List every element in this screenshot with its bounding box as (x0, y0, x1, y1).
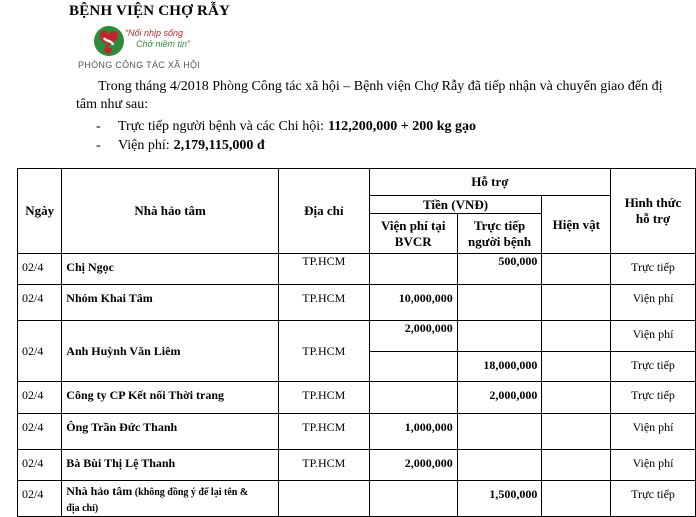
logo-slogan-line2: Chở niềm tin” (136, 39, 190, 49)
row-direct: 2,000,000 (457, 382, 542, 414)
row-form: Trực tiếp (611, 352, 696, 382)
row-address: TP.HCM (278, 254, 369, 285)
header-direct (457, 214, 542, 254)
summary-direct (96, 119, 476, 135)
row-in-kind (542, 414, 611, 450)
row-hospital-fee (369, 382, 457, 414)
row-donor: Nhóm Khai Tâm (62, 285, 279, 321)
header-cash: Tiền (VNĐ) (369, 196, 542, 214)
row-in-kind (542, 481, 611, 517)
logo-slogan-line1: “Nối nhịp sống (125, 28, 184, 38)
table-row (18, 321, 696, 352)
intro-line-1: Trong tháng 4/2018 Phòng Công tác xã hội – Bệnh viện Chợ Rẫy đã tiếp nhận và chuyển giao đến đị (98, 79, 663, 94)
heart-s-logo-icon (92, 24, 126, 58)
row-address: TP.HCM (278, 382, 369, 414)
header-form-line1: Hình thức (624, 195, 682, 210)
department-logo (78, 22, 208, 74)
row-direct (457, 450, 542, 481)
donations-table (17, 168, 696, 517)
intro-line-2: tâm như sau: (76, 97, 149, 112)
summary-hospital-fee-label: Viện phí: (118, 138, 170, 153)
header-address: Địa chỉ (278, 169, 369, 254)
row-address: TP.HCM (278, 414, 369, 450)
row-address: TP.HCM (278, 450, 369, 481)
row-donor: Bà Bùi Thị Lệ Thanh (62, 450, 279, 481)
row-date: 02/4 (18, 481, 62, 517)
row-in-kind (542, 254, 611, 285)
header-hospital-fee (369, 214, 457, 254)
row-form: Viện phí (611, 285, 696, 321)
row-direct (457, 285, 542, 321)
header-in-kind: Hiện vật (542, 196, 611, 254)
row-in-kind (542, 352, 611, 382)
row-hospital-fee (369, 352, 457, 382)
row-address: TP.HCM (278, 321, 369, 382)
header-form (611, 169, 696, 254)
row-donor-main: Nhà hảo tâm (66, 484, 133, 498)
table-row (18, 450, 696, 481)
summary-direct-value: 112,200,000 + 200 kg gạo (327, 119, 476, 134)
row-direct (457, 414, 542, 450)
row-hospital-fee: 2,000,000 (369, 321, 457, 352)
row-form: Viện phí (611, 450, 696, 481)
row-direct: 500,000 (457, 254, 542, 285)
row-hospital-fee: 10,000,000 (369, 285, 457, 321)
bullet-dash: - (96, 119, 101, 134)
table-row (18, 254, 696, 285)
header-direct-line1: Trực tiếp (473, 217, 526, 233)
row-donor: Chị Ngọc (62, 254, 279, 285)
row-date: 02/4 (18, 382, 62, 414)
logo-department-name: PHÒNG CÔNG TÁC XÃ HỘI (78, 60, 201, 70)
row-form: Trực tiếp (611, 481, 696, 517)
summary-direct-label: Trực tiếp người bệnh và các Chi hội: (118, 119, 324, 134)
header-donor: Nhà hảo tâm (62, 169, 279, 254)
row-hospital-fee: 1,000,000 (369, 414, 457, 450)
row-date: 02/4 (18, 285, 62, 321)
table-row (18, 414, 696, 450)
row-donor (62, 481, 279, 517)
header-support: Hỗ trợ (369, 169, 610, 196)
row-hospital-fee (369, 254, 457, 285)
table-row (18, 285, 696, 321)
row-address (278, 481, 369, 517)
summary-hospital-fee-value: 2,179,115,000 đ (173, 138, 265, 153)
row-form: Trực tiếp (611, 382, 696, 414)
row-date: 02/4 (18, 321, 62, 382)
row-form: Viện phí (611, 414, 696, 450)
row-donor-note-2: địa chỉ) (66, 503, 99, 514)
row-donor: Anh Huỳnh Văn Liêm (62, 321, 279, 382)
row-direct (457, 321, 542, 352)
header-date: Ngày (18, 169, 62, 254)
row-donor: Công ty CP Kết nối Thời trang (62, 382, 279, 414)
row-in-kind (542, 285, 611, 321)
row-in-kind (542, 321, 611, 352)
header-hospital-fee-line2: BVCR (394, 233, 432, 249)
row-address: TP.HCM (278, 285, 369, 321)
row-in-kind (542, 382, 611, 414)
row-form: Viện phí (611, 321, 696, 352)
bullet-dash: - (96, 138, 101, 153)
table-row (18, 481, 696, 517)
summary-hospital-fee (96, 138, 265, 154)
row-date: 02/4 (18, 450, 62, 481)
row-hospital-fee: 2,000,000 (369, 450, 457, 481)
table-row (18, 382, 696, 414)
row-date: 02/4 (18, 414, 62, 450)
header-hospital-fee-line1: Viện phí tại (380, 217, 446, 233)
header-form-line2: hỗ trợ (635, 211, 671, 226)
row-direct: 18,000,000 (457, 352, 542, 382)
header-direct-line2: người bệnh (468, 233, 532, 249)
row-donor-note: (không đồng ý để lại tên & (132, 487, 249, 498)
row-form: Trực tiếp (611, 254, 696, 285)
row-donor: Ông Trần Đức Thanh (62, 414, 279, 450)
row-hospital-fee (369, 481, 457, 517)
row-in-kind (542, 450, 611, 481)
row-direct: 1,500,000 (457, 481, 542, 517)
row-date: 02/4 (18, 254, 62, 285)
hospital-title: BỆNH VIỆN CHỢ RẪY (69, 3, 231, 19)
